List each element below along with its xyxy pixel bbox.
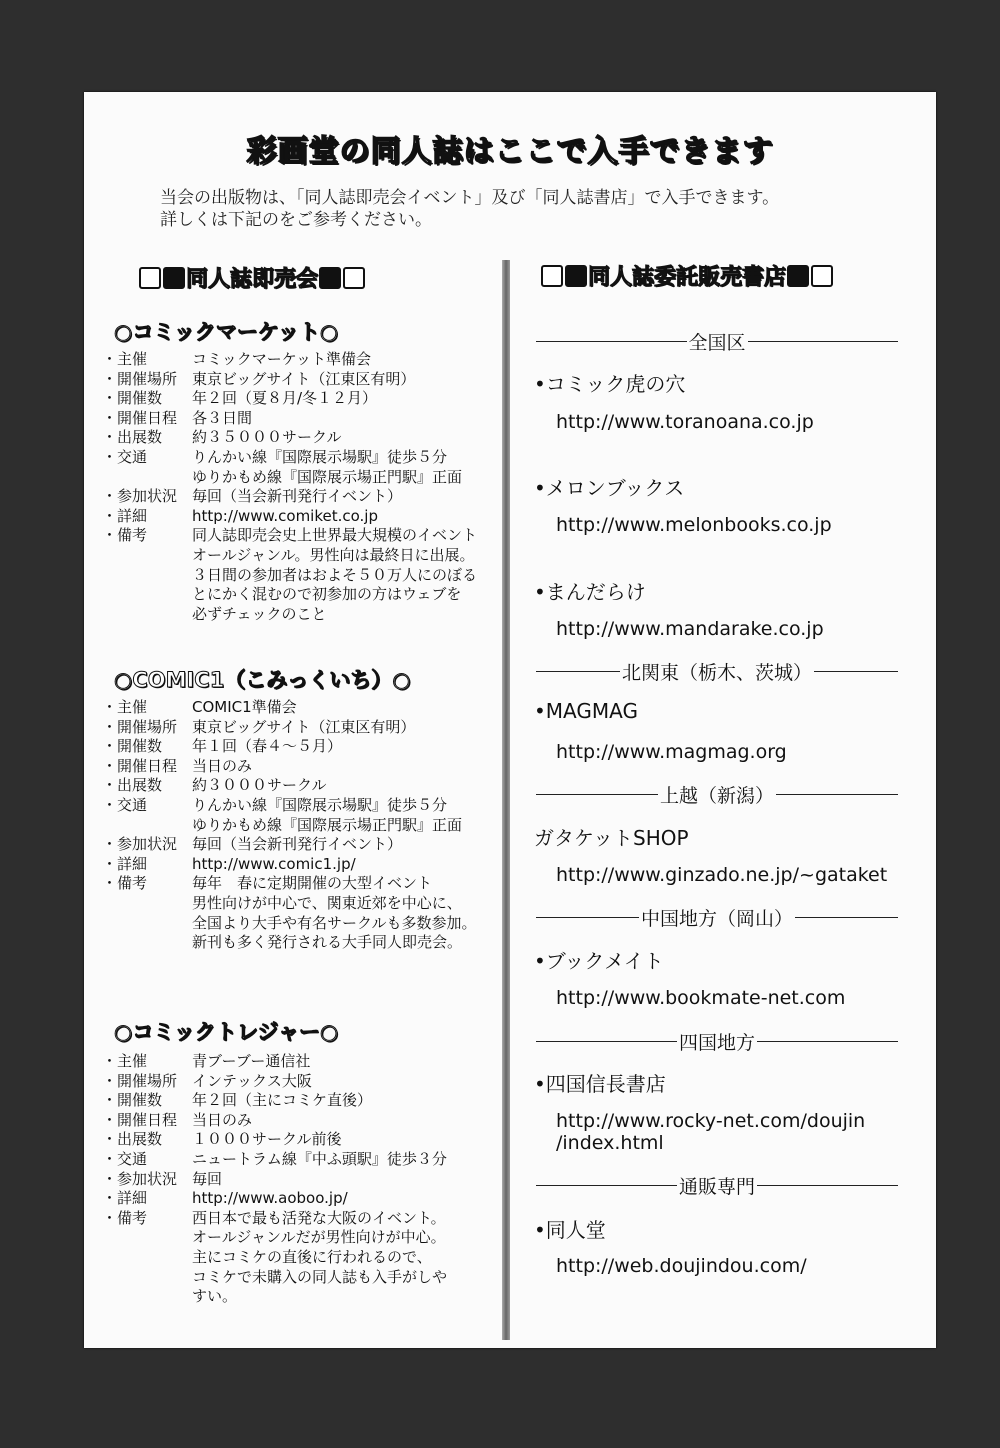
- detail-value: 毎年 春に定期開催の大型イベント 男性向けが中心で、関東近郊を中心に、 全国より大手や有名サークルも多数参加。 新刊も多く発行される大手同人即売会。: [192, 874, 477, 952]
- region-header: [536, 1028, 898, 1055]
- detail-key: ・開催場所: [102, 369, 178, 388]
- detail-row: [102, 1091, 502, 1111]
- detail-key: ・詳細: [102, 1189, 148, 1208]
- detail-value: 東京ビッグサイト（江東区有明）: [192, 369, 416, 388]
- detail-row: [102, 487, 502, 507]
- right-section-label: 同人誌委託販売書店: [588, 265, 787, 290]
- column-divider: [502, 260, 510, 1340]
- shop-url[interactable]: http://www.magmag.org: [556, 741, 787, 763]
- block-icon: [319, 267, 341, 289]
- detail-key: ・出展数: [102, 1130, 163, 1149]
- detail-key: ・詳細: [102, 506, 148, 525]
- detail-key: ・開催数: [102, 1091, 163, 1110]
- region-header: [536, 904, 898, 931]
- event-details: [102, 1052, 502, 1307]
- region-header: [536, 1172, 898, 1199]
- detail-value: 西日本で最も活発な大阪のイベント。 オールジャンルだが男性向けが中心。 主にコミケの直後に行われるので、 コミケで未購入の同人誌も入手がしや すい。: [192, 1208, 448, 1306]
- detail-key: ・開催日程: [102, 756, 178, 775]
- detail-value: http://www.comic1.jp/: [192, 854, 356, 873]
- detail-value: 東京ビッグサイト（江東区有明）: [192, 717, 416, 736]
- shop-name: •ブックメイト: [534, 949, 664, 973]
- detail-row: [102, 1111, 502, 1131]
- detail-value: 約３０００サークル: [192, 776, 327, 795]
- block-icon: [787, 265, 809, 287]
- shop-name: ガタケットSHOP: [534, 826, 689, 850]
- detail-value: 青ブーブー通信社: [192, 1052, 311, 1070]
- detail-value: 毎回（当会新刊発行イベント）: [192, 835, 403, 854]
- detail-key: ・参加状況: [102, 487, 178, 506]
- detail-row: [102, 718, 502, 738]
- detail-key: ・主催: [102, 1052, 148, 1070]
- event-details: [102, 698, 502, 953]
- detail-key: ・詳細: [102, 854, 148, 873]
- block-icon: [343, 267, 365, 289]
- detail-row: [102, 507, 502, 527]
- detail-value: 当日のみ: [192, 1110, 253, 1129]
- event-details: [102, 350, 502, 624]
- detail-key: ・出展数: [102, 428, 163, 447]
- detail-row: [102, 1170, 502, 1190]
- shop-name: •まんだらけ: [534, 580, 646, 604]
- detail-row: [102, 737, 502, 757]
- detail-key: ・開催日程: [102, 408, 178, 427]
- detail-key: ・開催数: [102, 737, 163, 756]
- detail-row: [102, 370, 502, 390]
- document-page: [84, 92, 936, 1348]
- detail-key: ・開催場所: [102, 1071, 178, 1090]
- region-label: 中国地方（岡山）: [641, 908, 794, 930]
- intro-line: 詳しくは下記のをご参考ください。: [160, 210, 432, 230]
- region-label: 全国区: [688, 332, 746, 354]
- detail-value: 毎回: [192, 1169, 223, 1188]
- region-label: 四国地方: [679, 1032, 756, 1054]
- detail-row: [102, 448, 502, 487]
- detail-row: [102, 526, 502, 624]
- block-icon: [541, 265, 563, 287]
- detail-row: [102, 1189, 502, 1209]
- detail-value: 年２回（主にコミケ直後）: [192, 1091, 373, 1110]
- detail-value: http://www.comiket.co.jp: [192, 506, 378, 525]
- left-section-title: [138, 262, 366, 293]
- detail-key: ・開催日程: [102, 1110, 178, 1129]
- detail-key: ・出展数: [102, 776, 163, 795]
- detail-key: ・開催場所: [102, 717, 178, 736]
- left-section-label: 同人誌即売会: [186, 267, 319, 292]
- detail-value: COMIC1準備会: [192, 698, 297, 716]
- shop-name: •メロンブックス: [534, 476, 685, 500]
- detail-key: ・開催数: [102, 389, 163, 408]
- detail-key: ・備考: [102, 1208, 148, 1227]
- detail-value: コミックマーケット準備会: [192, 350, 371, 368]
- detail-value: 毎回（当会新刊発行イベント）: [192, 487, 403, 506]
- detail-value: 約３５０００サークル: [192, 428, 342, 447]
- detail-value: りんかい線『国際展示場駅』徒歩５分 ゆりかもめ線『国際展示場正門駅』正面: [192, 447, 463, 486]
- detail-key: ・交通: [102, 447, 148, 466]
- detail-row: [102, 855, 502, 875]
- detail-key: ・参加状況: [102, 835, 178, 854]
- block-icon: [163, 267, 185, 289]
- detail-row: [102, 409, 502, 429]
- region-header: [536, 658, 898, 685]
- region-label: 上越（新潟）: [660, 785, 775, 807]
- detail-row: [102, 1072, 502, 1092]
- block-icon: [565, 265, 587, 287]
- shop-url[interactable]: http://www.rocky-net.com/doujin /index.html: [556, 1110, 866, 1154]
- shop-url[interactable]: http://www.toranoana.co.jp: [556, 411, 814, 433]
- detail-value: 年１回（春４～５月）: [192, 737, 343, 756]
- detail-value: 同人誌即売会史上世界最大規模のイベント オールジャンル。男性向は最終日に出展。 ３日間の参加者はおよそ５０万人にのぼる とにかく混むので初参加の方はウェブを 必ずチェックのこと: [192, 526, 478, 623]
- right-section-title: [540, 260, 834, 291]
- detail-key: ・交通: [102, 1149, 148, 1168]
- detail-row: [102, 1150, 502, 1170]
- event-title: ○コミックトレジャー○: [114, 1020, 339, 1044]
- detail-key: ・参加状況: [102, 1169, 178, 1188]
- detail-row: [102, 776, 502, 796]
- block-icon: [139, 267, 161, 289]
- shop-url[interactable]: http://www.melonbooks.co.jp: [556, 514, 832, 536]
- shop-name: •コミック虎の穴: [534, 372, 686, 396]
- shop-url[interactable]: http://web.doujindou.com/: [556, 1255, 807, 1277]
- detail-key: ・備考: [102, 874, 148, 893]
- detail-value: http://www.aoboo.jp/: [192, 1189, 348, 1208]
- shop-url[interactable]: http://www.ginzado.ne.jp/~gataket: [556, 864, 888, 886]
- shop-name: •四国信長書店: [534, 1072, 666, 1096]
- detail-value: 各３日間: [192, 408, 253, 427]
- page-title: 彩画堂の同人誌はここで入手できます: [246, 134, 774, 169]
- region-label: 北関東（栃木、茨城）: [622, 662, 813, 684]
- detail-row: [102, 428, 502, 448]
- detail-key: ・主催: [102, 698, 148, 716]
- region-header: [536, 781, 898, 808]
- region-header: [536, 328, 898, 355]
- intro-line: 当会の出版物は、「同人誌即売会イベント」及び「同人誌書店」で入手できます。: [160, 188, 780, 208]
- detail-row: [102, 350, 502, 370]
- region-label: 通販専門: [679, 1176, 756, 1198]
- detail-value: りんかい線『国際展示場駅』徒歩５分 ゆりかもめ線『国際展示場正門駅』正面: [192, 795, 463, 834]
- detail-row: [102, 389, 502, 409]
- detail-row: [102, 874, 502, 952]
- detail-key: ・主催: [102, 350, 148, 368]
- event-title: ○COMIC1（こみっくいち）○: [114, 668, 411, 692]
- detail-row: [102, 835, 502, 855]
- detail-row: [102, 757, 502, 777]
- detail-value: １０００サークル前後: [192, 1130, 342, 1149]
- detail-row: [102, 1052, 502, 1072]
- detail-value: ニュートラム線『中ふ頭駅』徒歩３分: [192, 1149, 447, 1168]
- event-title: ○コミックマーケット○: [114, 320, 339, 344]
- shop-name: •MAGMAG: [534, 699, 638, 723]
- shop-url[interactable]: http://www.bookmate-net.com: [556, 987, 846, 1009]
- detail-row: [102, 796, 502, 835]
- detail-row: [102, 698, 502, 718]
- detail-key: ・交通: [102, 795, 148, 814]
- block-icon: [811, 265, 833, 287]
- detail-value: 年２回（夏８月/冬１２月）: [192, 389, 378, 408]
- shop-name: •同人堂: [534, 1218, 606, 1242]
- intro-text: [160, 187, 880, 231]
- detail-key: ・備考: [102, 526, 148, 545]
- detail-row: [102, 1209, 502, 1307]
- detail-value: 当日のみ: [192, 756, 253, 775]
- shop-url[interactable]: http://www.mandarake.co.jp: [556, 618, 824, 640]
- detail-row: [102, 1130, 502, 1150]
- detail-value: インテックス大阪: [192, 1071, 312, 1090]
